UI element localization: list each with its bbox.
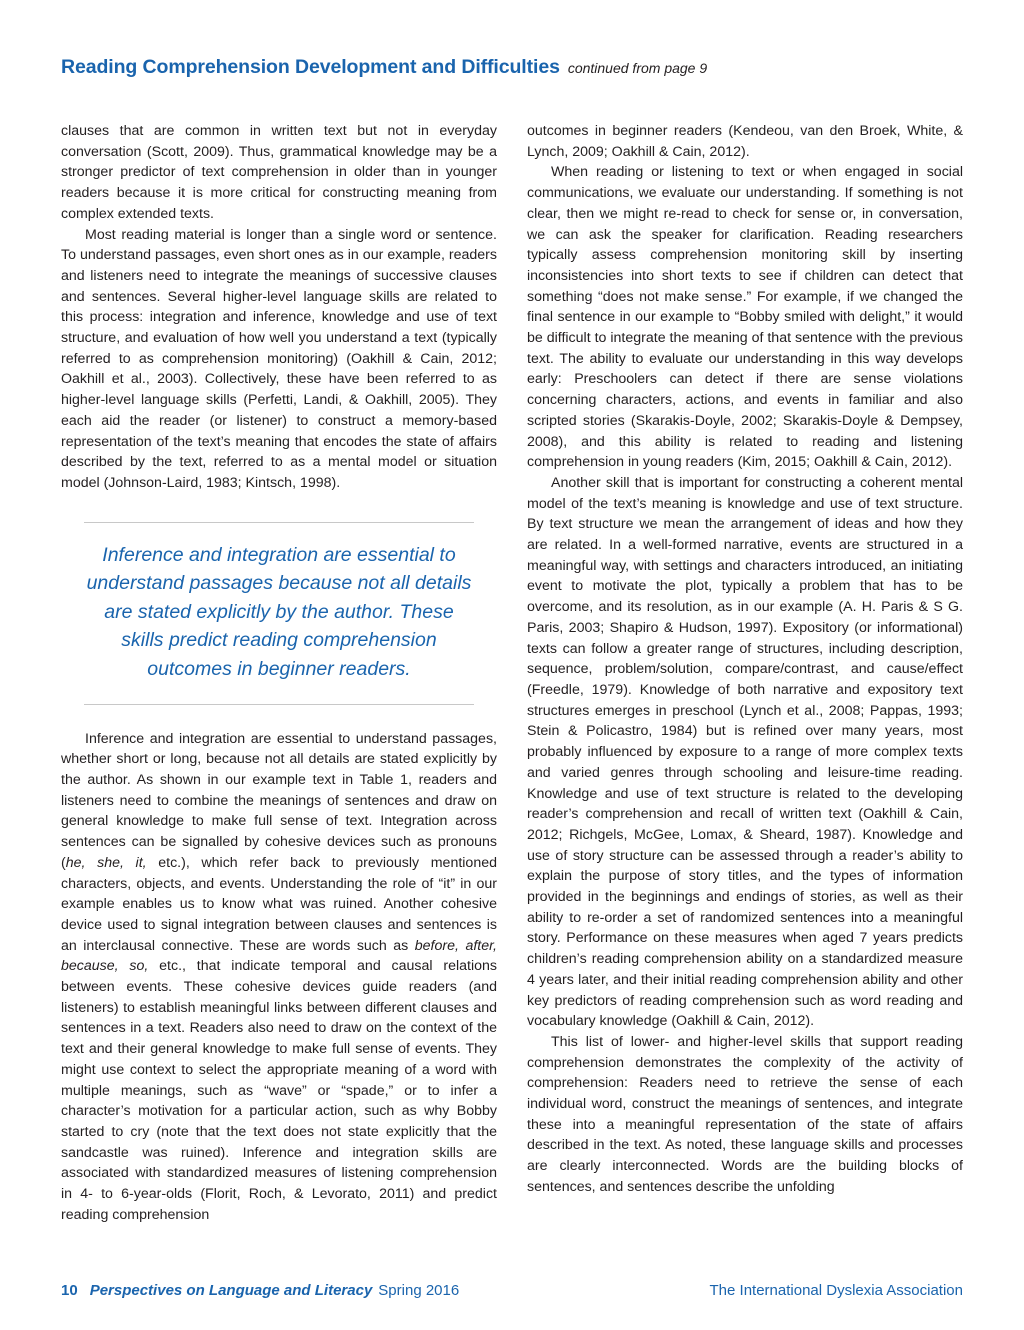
body-paragraph: Another skill that is important for constructing a coherent mental model of the text’s meaning is knowledge and use of text structure. By text structure we mean the arrangement of ideas and how they are related. In a well-formed narrative, events are structured in a meaningful way, with settings and characters introduced, an initiating event to motivate the plot, typically a problem that has to be overcome, and its resolution, as in our example (A. H. Paris & S G. Paris, 2003; Shapiro & Hudson, 1997). Expository (or informational) texts can follow a greater range of structures, including description, sequence, problem/solution, compare/contrast, and cause/effect (Freedle, 1979). Knowledge of both narrative and expository text structures emerges in preschool (Lynch et al., 2008; Pappas, 1993; Stein & Policastro, 1984) but is refined over many years, most probably influenced by exposure to a range of more complex texts and varied genres through schooling and leisure-time reading. Knowledge and use of text structure is related to the developing reader’s comprehension and recall of written text (Oakhill & Cain, 2012; Richgels, McGee, Lomax, & Sheard, 1987). Knowledge and use of story structure can be assessed through a reader’s ability to explain the purpose of story titles, and the types of information provided in the beginnings and endings of stories, as well as their ability to re-order a set of randomized sentences into a meaningful story. Performance on these measures when aged 7 years predicts children’s reading comprehension ability on a standardized measure 4 years later, and their initial reading comprehension ability and other key predictors of reading comprehension such as word reading and vocabulary knowledge (Oakhill & Cain, 2012).	[527, 474, 963, 1030]
pull-quote	[84, 522, 474, 705]
body-paragraph: When reading or listening to text or when engaged in social communications, we evaluate our understanding. If something is not clear, then we might re-read to check for sense or, in conversation, we can ask the speaker for clarification. Reading researchers typically assess comprehension monitoring skill by inserting inconsistencies into short texts to see if children can detect that something “does not make sense.” For example, if we changed the final sentence in our example to “Bobby smiled with delight,” it would be difficult to integrate the meaning of that sentence with the previous text. The ability to evaluate our understanding in this way develops early: Preschoolers can detect if there are sense violations concerning characters, actions, and events in familiar and also scripted stories (Skarakis-Doyle, 2002; Skarakis-Doyle & Dempsey, 2008), and this ability is related to reading and listening comprehension in young readers (Kim, 2015; Oakhill & Cain, 2012).	[527, 164, 963, 471]
pull-quote-text: Inference and integration are essential to understand passages because not all details are stated explicitly by the author. These skills predict reading comprehension outcomes in beginner readers.	[86, 543, 472, 681]
page-number: 10	[61, 1282, 78, 1299]
article-title: Reading Comprehension Development and Difficulties	[61, 56, 560, 78]
italic-text-run: before, after, because, so,	[61, 937, 497, 975]
left-column	[61, 121, 497, 1226]
italic-text-run: he, she, it,	[65, 854, 147, 871]
page-footer	[61, 1282, 963, 1299]
text-run: etc.), which refer back to previously mentioned characters, objects, and events. Understanding the role of “it” in our example enables us to know what was ruined. Another cohesive device used to signal integration between clauses and sentences is an interclausal connective. These are words such as	[61, 854, 497, 954]
text-run: etc., that indicate temporal and causal relations between events. These cohesive devices guide readers (and listeners) to establish meaningful links between different clauses and sentences in a text. Readers also need to draw on the context of the text and their general knowledge to make full sense of events. They might use context to select the appropriate meaning of a word with multiple meanings, such as “wave” or “spade,” or to infer a character’s motivation for a particular action, such as why Bobby started to cry (note that the text does not state explicitly that the sandcastle was ruined). Inference and integration skills are associated with standardized measures of listening comprehension in 4- to 6-year-olds (Florit, Roch, & Levorato, 2011) and predict reading comprehension	[61, 958, 497, 1223]
publication-title: Perspectives on Language and Literacy	[89, 1282, 373, 1299]
body-paragraph: outcomes in beginner readers (Kendeou, van den Broek, White, & Lynch, 2009; Oakhill & Cain, 2012).	[527, 123, 963, 160]
continued-note: continued from page 9	[567, 60, 708, 76]
text-run: Inference and integration are essential to understand passages, whether short or long, because not all details are stated explicitly by the author. As shown in our example text in Table 1, readers and listeners need to combine the meanings of sentences and draw on general knowledge to make full sense of text. Integration across sentences can be signalled by cohesive devices such as pronouns (	[61, 730, 497, 871]
body-paragraph	[61, 729, 497, 1226]
page-header	[61, 56, 707, 79]
body-paragraph: clauses that are common in written text but not in everyday conversation (Scott, 2009). Thus, grammatical knowledge may be a stronger predictor of text comprehension in older than in younger readers because it is more critical for constructing meaning from complex extended texts.	[61, 123, 497, 222]
organization-name: The International Dyslexia Association	[709, 1282, 963, 1299]
body-paragraph: Most reading material is longer than a single word or sentence. To understand passages, even short ones as in our example, readers and listeners need to integrate the meanings of successive clauses and sentences. Several higher-level language skills are related to this process: integration and inference, knowledge and use of text structure, and evaluation of how well you understand a text (typically referred to as comprehension monitoring) (Oakhill & Cain, 2012; Oakhill et al., 2003). Collectively, these have been referred to as higher-level language skills (Perfetti, Landi, & Oakhill, 2005). They each aid the reader (or listener) to construct a memory-based representation of the text’s meaning that encodes the state of affairs described by the text, referred to as a mental model or situation model (Johnson-Laird, 1983; Kintsch, 1998).	[61, 226, 497, 491]
body-paragraph: This list of lower- and higher-level skills that support reading comprehension demonstrates the complexity of the activity of comprehension: Readers need to retrieve the sense of each individual word, construct the meanings of sentences, and integrate these into a meaningful representation of the state of affairs described in the text. As noted, these language skills and processes are clearly interconnected. Words are the building blocks of sentences, and sentences describe the unfolding	[527, 1033, 963, 1195]
right-column	[527, 121, 963, 1198]
issue-season: Spring 2016	[378, 1282, 460, 1299]
